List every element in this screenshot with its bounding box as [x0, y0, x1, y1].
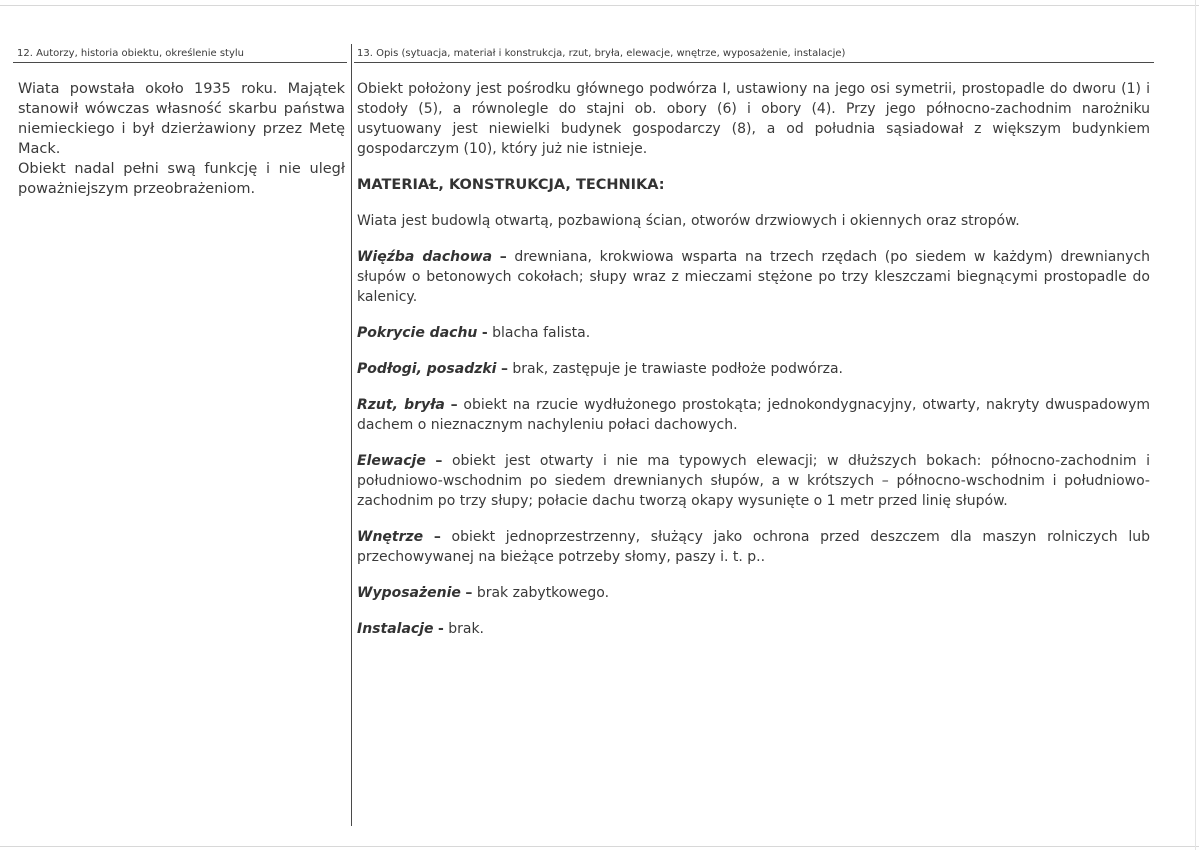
right-border [1195, 0, 1196, 850]
right-header-underline [354, 62, 1154, 63]
history-paragraph-2: Obiekt nadal pełni swą funkcję i nie uległ poważniejszym przeobrażeniom. [18, 161, 345, 197]
history-column [18, 79, 345, 199]
left-column-header: 12. Autorzy, historia obiektu, określenie stylu [17, 48, 245, 59]
item-interior [357, 527, 1150, 567]
top-border [0, 5, 1199, 6]
item-separator: – [433, 529, 441, 545]
right-column-header: 13. Opis (sytuacja, materiał i konstrukcja, rzut, bryła, elewacje, wnętrze, wyposażenie, instalacje) [357, 48, 846, 59]
item-elevations [357, 451, 1150, 511]
item-plan-massing [357, 395, 1150, 435]
item-floors [357, 359, 1150, 379]
item-installations [357, 619, 1150, 639]
item-separator: - [481, 325, 488, 341]
item-term: Podłogi, posadzki [357, 361, 497, 377]
item-text: brak, zastępuje je trawiaste podłoże podwórza. [512, 361, 843, 377]
item-text: blacha falista. [492, 325, 591, 341]
item-text: obiekt na rzucie wydłużonego prostokąta; jednokondygnacyjny, otwarty, nakryty dwuspadowym dachem o nieznacznym nachyleniu połaci dachowych. [357, 397, 1150, 433]
history-paragraph-1: Wiata powstała około 1935 roku. Majątek stanowił wówczas własność skarbu państwa niemieckiego i był dzierżawiony przez Metę Mack. [18, 81, 345, 157]
item-separator: – [500, 361, 508, 377]
item-roof-truss [357, 247, 1150, 307]
item-text: obiekt jednoprzestrzenny, służący jako ochrona przed deszczem dla maszyn rolniczych lub przechowywanej na bieżące potrzeby słomy, paszy i. t. p.. [357, 529, 1150, 565]
left-header-underline [13, 62, 347, 63]
description-column [357, 79, 1150, 639]
column-divider [351, 44, 352, 826]
item-text: brak zabytkowego. [476, 585, 610, 601]
item-term: Wnętrze [357, 529, 424, 545]
item-term: Rzut, bryła [357, 397, 445, 413]
item-separator: - [437, 621, 444, 637]
item-separator: – [450, 397, 458, 413]
item-separator: – [499, 249, 507, 265]
item-equipment [357, 583, 1150, 603]
item-term: Elewacje [357, 453, 426, 469]
intro-paragraph: Wiata jest budowlą otwartą, pozbawioną ścian, otworów drzwiowych i okiennych oraz stropów. [357, 213, 1020, 229]
item-text: obiekt jest otwarty i nie ma typowych elewacji; w dłuższych bokach: północno-zachodnim i południowo-wschodnim po siedem drewnianych słupów, a w krótszych – północno-wschodnim i południowo-zachodnim po trzy słupy; połacie dachu tworzą okapy wysunięte o 1 metr przed linię słupów. [357, 453, 1151, 509]
item-term: Więźba dachowa [357, 249, 493, 265]
item-term: Wyposażenie [357, 585, 461, 601]
item-separator: – [465, 585, 473, 601]
bottom-border [0, 846, 1199, 847]
situation-paragraph: Obiekt położony jest pośrodku głównego podwórza I, ustawiony na jego osi symetrii, prostopadle do dworu (1) i stodoły (5), a równolegle do stajni ob. obory (6) i obory (4). Przy jego północno-zachodnim narożniku usytuowany jest niewielki budynek gospodarczy (8), a od południa sąsiadował z większym budynkiem gospodarczym (10), który już nie istnieje. [357, 81, 1150, 157]
section-heading: MATERIAŁ, KONSTRUKCJA, TECHNIKA: [357, 177, 665, 193]
item-roof-cover [357, 323, 1150, 343]
item-term: Pokrycie dachu [357, 325, 478, 341]
item-term: Instalacje [357, 621, 434, 637]
item-separator: – [435, 453, 443, 469]
item-text: brak. [448, 621, 484, 637]
item-text: drewniana, krokwiowa wsparta na trzech rzędach (po siedem w każdym) drewnianych słupów o betonowych cokołach; słupy wraz z mieczami stężone po trzy kleszczami biegnącymi prostopadle do kalenicy. [357, 249, 1151, 305]
